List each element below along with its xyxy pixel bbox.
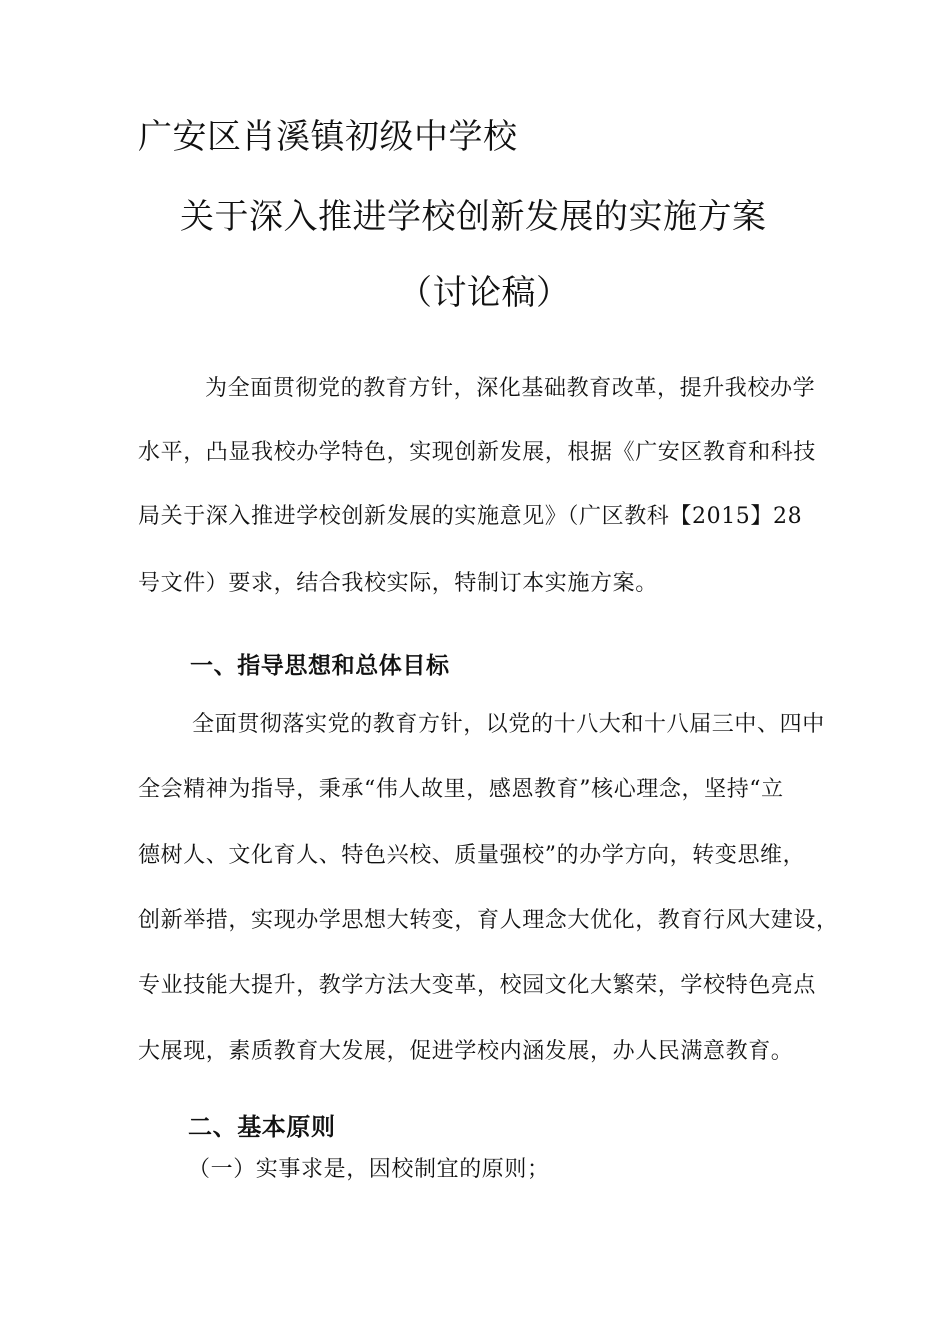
paragraph-line: 水平，凸显我校办学特色，实现创新发展，根据《广安区教育和科技 — [138, 440, 817, 465]
paragraph-line: 局关于深入推进学校创新发展的实施意见》（广区教科【2015】28 — [138, 504, 803, 529]
paragraph-line: 为全面贯彻党的教育方针，深化基础教育改革，提升我校办学 — [205, 376, 816, 401]
paragraph-line: 专业技能大提升，教学方法大变革，校园文化大繁荣，学校特色亮点 — [138, 973, 817, 998]
document-title-school: 广安区肖溪镇初级中学校 — [138, 117, 518, 157]
paragraph-line: 大展现，素质教育大发展，促进学校内涵发展，办人民满意教育。 — [138, 1039, 794, 1064]
paragraph-line: 创新举措，实现办学思想大转变，育人理念大优化，教育行风大建设， — [138, 908, 839, 933]
paragraph-line: 号文件）要求，结合我校实际，特制订本实施方案。 — [138, 571, 658, 596]
principle-item: （一）实事求是，因校制宜的原则； — [188, 1157, 550, 1182]
document-title-draft-note: （讨论稿） — [398, 273, 571, 313]
section-heading-guiding-ideology: 一、指导思想和总体目标 — [190, 653, 450, 679]
document-title-main: 关于深入推进学校创新发展的实施方案 — [180, 197, 767, 237]
paragraph-line: 全会精神为指导，秉承“伟人故里，感恩教育”核心理念，坚持“立 — [138, 777, 784, 802]
paragraph-line: 全面贯彻落实党的教育方针，以党的十八大和十八届三中、四中 — [192, 712, 825, 737]
section-heading-basic-principles: 二、基本原则 — [188, 1113, 336, 1141]
paragraph-line: 德树人、文化育人、特色兴校、质量强校”的办学方向，转变思维， — [138, 843, 806, 868]
